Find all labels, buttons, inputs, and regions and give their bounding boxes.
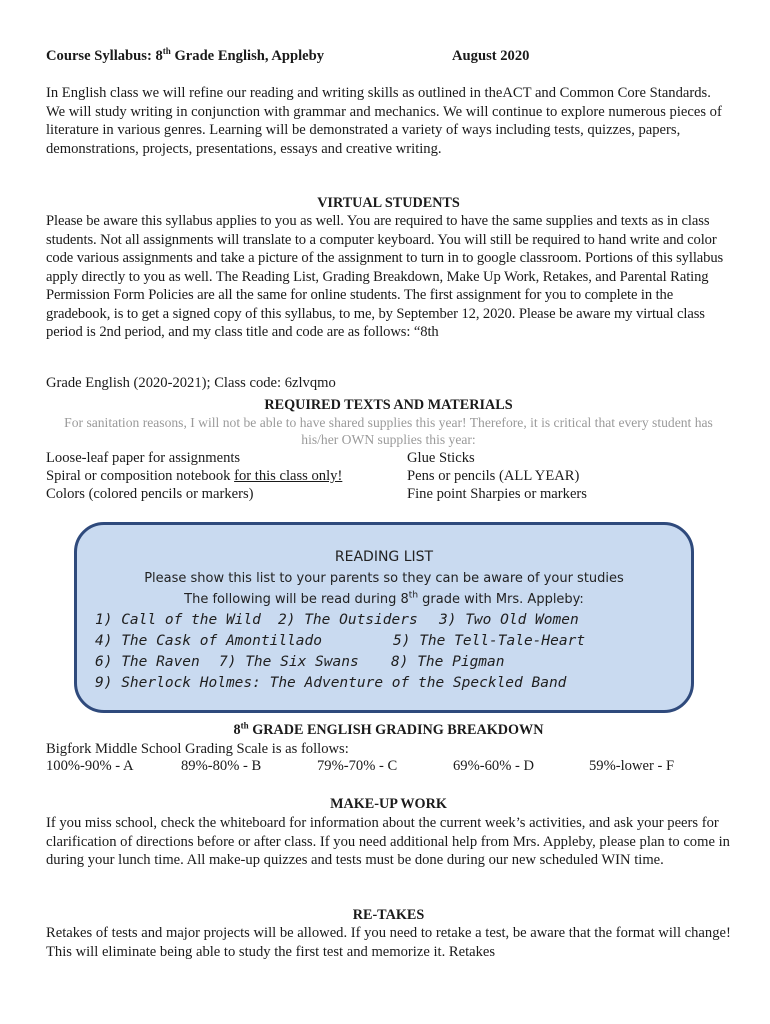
reading-list-subtitle: The following will be read during 8th grade with Mrs. Appleby: — [184, 590, 584, 607]
material-item: Pens or pencils (ALL YEAR) — [407, 468, 580, 484]
makeup-paragraph: If you miss school, check the whiteboard for information about the current week’s activities, and ask your peers for clarification of directions before or after class. If you need additional help from Mrs. Appleby, please plan to come in during your lunch time. All make-up quizzes and tests must be done during our new scheduled WIN time. — [46, 815, 730, 868]
virtual-students-heading: VIRTUAL STUDENTS — [317, 195, 460, 211]
book-item: 6) The Raven — [95, 654, 200, 670]
book-item: 9) Sherlock Holmes: The Adventure of the Speckled Band — [95, 675, 567, 691]
book-item: 3) Two Old Women — [439, 612, 579, 628]
grade-range: 59%-lower - F — [589, 758, 675, 774]
material-item: Glue Sticks — [407, 450, 475, 466]
grade-range: 79%-70% - C — [317, 758, 398, 774]
retakes-paragraph: Retakes of tests and major projects will be allowed. If you need to retake a test, be aware that the format will change! This will eliminate being able to study the first test and memorize it. Retakes — [46, 925, 731, 960]
material-item: Colors (colored pencils or markers) — [46, 486, 254, 502]
material-item: Loose-leaf paper for assignments — [46, 450, 241, 466]
reading-list-box — [74, 522, 694, 713]
class-code-line: Grade English (2020-2021); Class code: 6zlvqmo — [46, 375, 336, 391]
grade-range: 69%-60% - D — [453, 758, 535, 774]
retakes-heading: RE-TAKES — [352, 907, 425, 923]
grading-scale-label: Bigfork Middle School Grading Scale is as follows: — [46, 741, 349, 757]
book-item: 5) The Tell-Tale-Heart — [393, 633, 586, 649]
book-item: 2) The Outsiders — [278, 612, 418, 628]
reading-list-title: READING LIST — [334, 549, 434, 565]
document-date: August 2020 — [452, 48, 530, 64]
grade-range: 100%-90% - A — [46, 758, 134, 774]
document-title: Course Syllabus: 8th Grade English, Appleby — [46, 46, 325, 64]
sanitation-note: For sanitation reasons, I will not be able to have shared supplies this year! Therefore, it is critical that every student has his/her OWN supplies this year: — [64, 415, 713, 447]
material-item: Fine point Sharpies or markers — [407, 486, 587, 502]
grade-range: 89%-80% - B — [181, 758, 262, 774]
book-item: 8) The Pigman — [391, 654, 505, 670]
virtual-students-paragraph: Please be aware this syllabus applies to you as well. You are required to have the same supplies and texts as in class students. Not all assignments will translate to a computer keyboard. You will still be required to hand write and color code various assignments and take a picture of the assignment to turn in to google classroom. Portions of this syllabus apply directly to you as well. The Reading List, Grading Breakdown, Make Up Work, Retakes, and Parental Rating Permission Form Policies are all the same for online students. The first assignment for you to complete in the gradebook, is to get a signed copy of this syllabus, to me, by September 12, 2020. Please be aware my virtual class period is 2nd period, and my class title and code are as follows: “8th — [46, 213, 724, 340]
book-item: 1) Call of the Wild — [95, 612, 261, 628]
reading-list-instruction: Please show this list to your parents so they can be aware of your studies — [144, 571, 624, 586]
material-item: Spiral or composition notebook for this class only! — [46, 468, 343, 484]
intro-paragraph: In English class we will refine our reading and writing skills as outlined in theACT and Common Core Standards. We will study writing in conjunction with grammar and mechanics. We will continue to explore numerous pieces of literature in various genres. Learning will be demonstrated a variety of ways including tests, quizzes, papers, demonstrations, projects, presentations, essays and creative writing. — [46, 85, 722, 157]
makeup-heading: MAKE-UP WORK — [330, 796, 447, 812]
book-item: 7) The Six Swans — [219, 654, 359, 670]
grading-heading: 8th GRADE ENGLISH GRADING BREAKDOWN — [233, 720, 544, 738]
materials-heading: REQUIRED TEXTS AND MATERIALS — [264, 397, 513, 413]
book-item: 4) The Cask of Amontillado — [95, 633, 322, 649]
